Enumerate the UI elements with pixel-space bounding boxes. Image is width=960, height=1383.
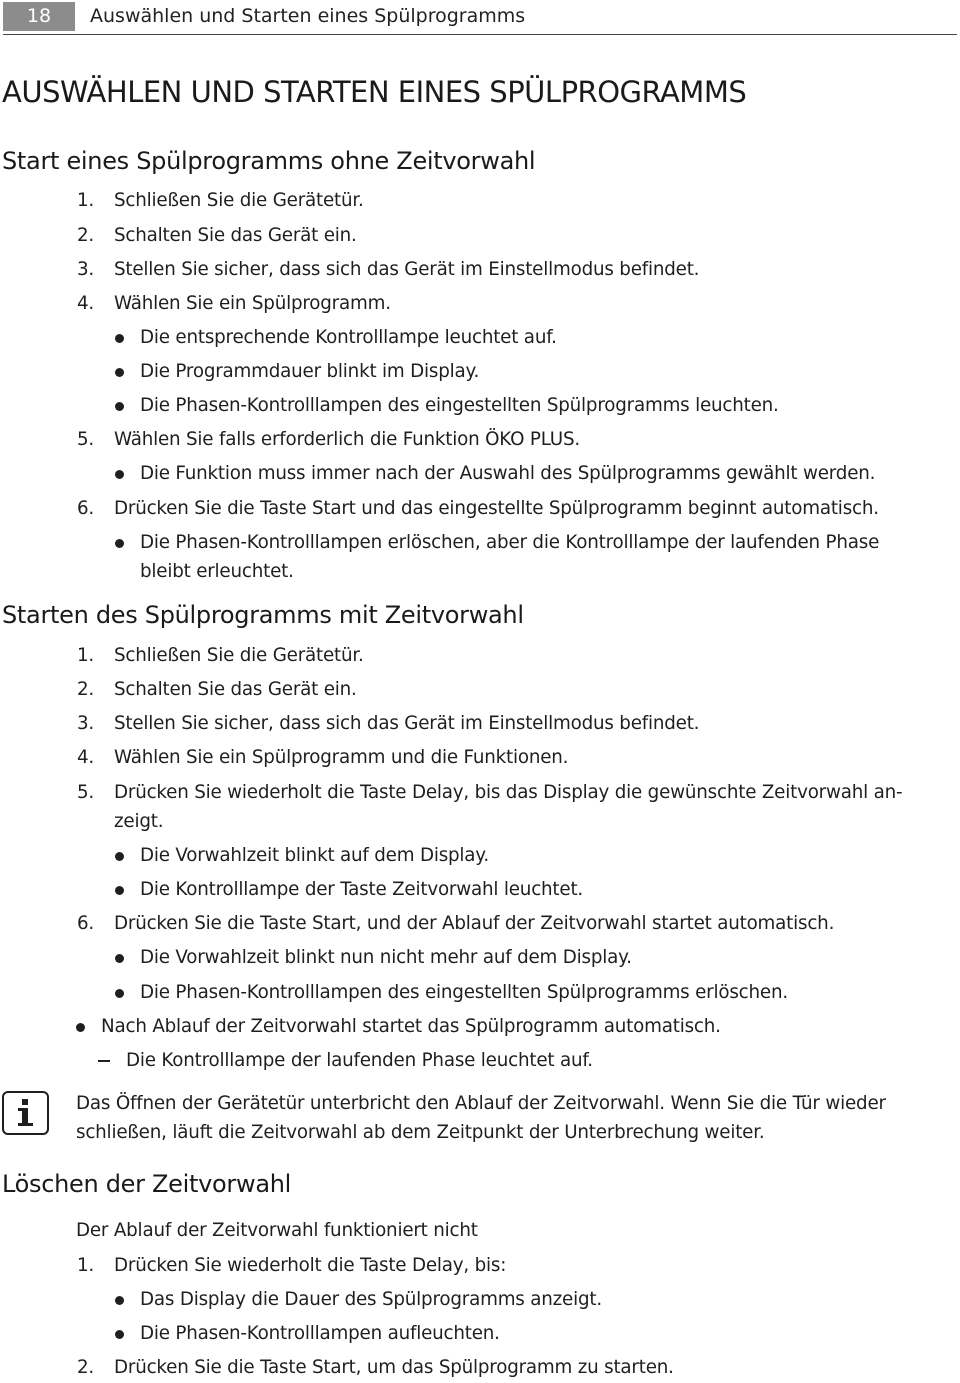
step-text: Wählen Sie ein Spülprogramm.	[114, 293, 391, 314]
step-text: Drücken Sie die Taste Start, um das Spülprogramm zu starten.	[114, 1357, 674, 1378]
info-icon	[2, 1091, 49, 1135]
step-number: 4.	[77, 747, 95, 768]
bullet-text: Die Kontrolllampe der Taste Zeitvorwahl leuchtet.	[140, 879, 584, 900]
info-note-line: Das Öffnen der Gerätetür unterbricht den Ablauf der Zeitvorwahl. Wenn Sie die Tür wieder	[76, 1093, 886, 1114]
page-title: AUSWÄHLEN UND STARTEN EINES SPÜLPROGRAMMS	[2, 75, 747, 109]
section-heading-start-without-delay: Start eines Spülprogramms ohne Zeitvorwahl	[2, 147, 536, 175]
step-number: 5.	[77, 782, 95, 803]
bullet-text: Die Phasen-Kontrolllampen erlöschen, aber die Kontrolllampe der laufenden Phase	[140, 532, 880, 553]
dash-item-text: Die Kontrolllampe der laufenden Phase leuchtet auf.	[126, 1050, 593, 1071]
step-number: 3.	[77, 713, 95, 734]
outer-bullet-text: Nach Ablauf der Zeitvorwahl startet das Spülprogramm automatisch.	[101, 1016, 721, 1037]
bullet-text: Die Funktion muss immer nach der Auswahl des Spülprogramms gewählt werden.	[140, 463, 876, 484]
step-text: Schalten Sie das Gerät ein.	[114, 225, 357, 246]
bullet-text: Die entsprechende Kontrolllampe leuchtet auf.	[140, 327, 557, 348]
bullet-icon	[115, 539, 124, 548]
step-number: 2.	[77, 1357, 95, 1378]
step-number: 6.	[77, 498, 95, 519]
info-note-line: schließen, läuft die Zeitvorwahl ab dem Zeitpunkt der Unterbrechung weiter.	[76, 1122, 765, 1143]
header-divider	[3, 34, 957, 35]
bullet-icon	[76, 1023, 85, 1032]
step-text: Stellen Sie sicher, dass sich das Gerät im Einstellmodus befindet.	[114, 713, 700, 734]
page-header	[0, 0, 958, 36]
step-text: Drücken Sie wiederholt die Taste Delay, bis das Display die gewünschte Zeitvorwahl an-	[114, 782, 903, 803]
section-heading-cancel-delay: Löschen der Zeitvorwahl	[2, 1170, 291, 1198]
bullet-icon	[115, 402, 124, 411]
step-text: Drücken Sie die Taste Start und das eingestellte Spülprogramm beginnt automatisch.	[114, 498, 879, 519]
step-text-continued: zeigt.	[114, 811, 164, 832]
bullet-icon	[115, 1296, 124, 1305]
step-number: 3.	[77, 259, 95, 280]
bullet-icon	[115, 334, 124, 343]
step-number: 1.	[77, 645, 95, 666]
step-text: Wählen Sie ein Spülprogramm und die Funktionen.	[114, 747, 569, 768]
step-text: Drücken Sie wiederholt die Taste Delay, bis:	[114, 1255, 507, 1276]
bullet-icon	[115, 368, 124, 377]
step-number: 4.	[77, 293, 95, 314]
step-number: 1.	[77, 190, 95, 211]
step-number: 6.	[77, 913, 95, 934]
step-text: Schalten Sie das Gerät ein.	[114, 679, 357, 700]
dash-icon	[98, 1060, 110, 1062]
bullet-icon	[115, 954, 124, 963]
step-number: 1.	[77, 1255, 95, 1276]
step-text: Wählen Sie falls erforderlich die Funktion ÖKO PLUS.	[114, 429, 580, 450]
bullet-text: Das Display die Dauer des Spülprogramms anzeigt.	[140, 1289, 602, 1310]
bullet-text-continued: bleibt erleuchtet.	[140, 561, 294, 582]
bullet-icon	[115, 989, 124, 998]
bullet-icon	[115, 470, 124, 479]
step-text: Schließen Sie die Gerätetür.	[114, 190, 364, 211]
info-glyph	[4, 1093, 47, 1133]
section-intro: Der Ablauf der Zeitvorwahl funktioniert nicht	[76, 1220, 478, 1241]
page-number: 18	[3, 2, 75, 31]
bullet-text: Die Phasen-Kontrolllampen des eingestellten Spülprogramms leuchten.	[140, 395, 779, 416]
bullet-icon	[115, 1330, 124, 1339]
step-text: Drücken Sie die Taste Start, und der Ablauf der Zeitvorwahl startet automatisch.	[114, 913, 835, 934]
running-title: Auswählen und Starten eines Spülprogramms	[90, 5, 526, 27]
bullet-text: Die Phasen-Kontrolllampen aufleuchten.	[140, 1323, 500, 1344]
step-number: 2.	[77, 679, 95, 700]
step-number: 2.	[77, 225, 95, 246]
step-text: Stellen Sie sicher, dass sich das Gerät im Einstellmodus befindet.	[114, 259, 700, 280]
bullet-text: Die Phasen-Kontrolllampen des eingestellten Spülprogramms erlöschen.	[140, 982, 788, 1003]
bullet-text: Die Vorwahlzeit blinkt nun nicht mehr auf dem Display.	[140, 947, 632, 968]
bullet-text: Die Vorwahlzeit blinkt auf dem Display.	[140, 845, 489, 866]
bullet-icon	[115, 886, 124, 895]
section-heading-start-with-delay: Starten des Spülprogramms mit Zeitvorwahl	[2, 601, 524, 629]
step-text: Schließen Sie die Gerätetür.	[114, 645, 364, 666]
bullet-text: Die Programmdauer blinkt im Display.	[140, 361, 480, 382]
bullet-icon	[115, 852, 124, 861]
step-number: 5.	[77, 429, 95, 450]
